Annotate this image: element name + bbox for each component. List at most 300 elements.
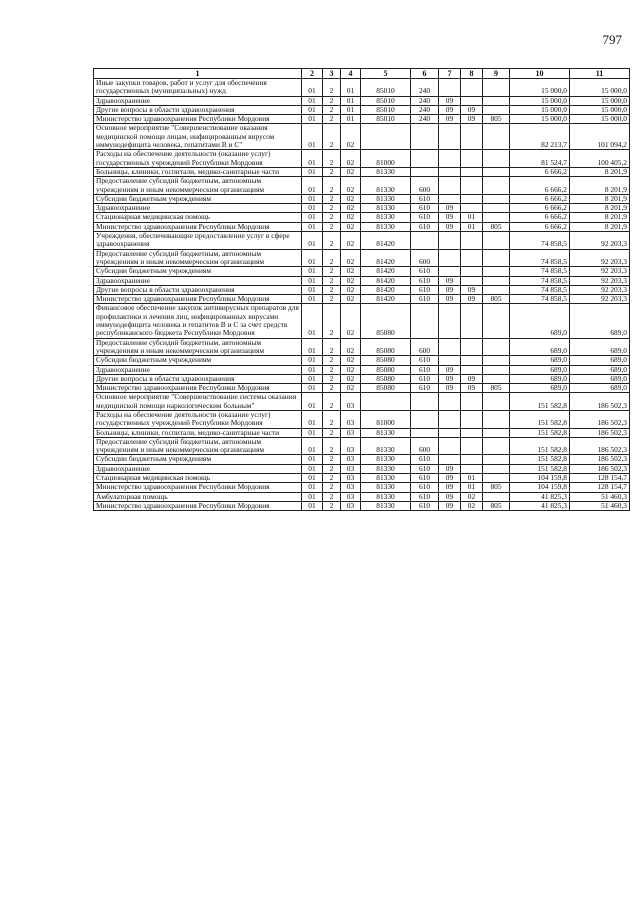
code-col-6: 610 <box>411 374 439 383</box>
code-col-9 <box>483 374 510 383</box>
amount-col-11: 101 094,2 <box>570 124 630 150</box>
amount-col-11: 689,0 <box>570 365 630 374</box>
code-col-8: 01 <box>461 474 483 483</box>
amount-col-11: 15 000,0 <box>570 96 630 105</box>
code-col-4: 03 <box>341 483 361 492</box>
code-col-5: 85080 <box>361 374 411 383</box>
code-col-5 <box>361 124 411 150</box>
code-col-9 <box>483 177 510 195</box>
code-col-6 <box>411 410 439 428</box>
code-col-9 <box>483 249 510 267</box>
code-col-6: 610 <box>411 222 439 231</box>
row-name: Министерство здравоохранения Республики Мордовия <box>94 501 302 510</box>
table-row <box>94 464 630 473</box>
row-name: Субсидии бюджетным учреждениям <box>94 455 302 464</box>
row-name: Министерство здравоохранения Республики Мордовия <box>94 295 302 304</box>
code-col-6: 610 <box>411 267 439 276</box>
row-name: Другие вопросы в области здравоохранения <box>94 285 302 294</box>
code-col-5: 81330 <box>361 177 411 195</box>
code-col-5: 85010 <box>361 79 411 97</box>
table-row <box>94 232 630 250</box>
code-col-9 <box>483 204 510 213</box>
code-col-6 <box>411 393 439 411</box>
amount-col-10: 6 666,2 <box>510 213 570 222</box>
code-col-2: 01 <box>302 285 323 294</box>
code-col-6: 610 <box>411 276 439 285</box>
code-col-2: 01 <box>302 177 323 195</box>
amount-col-10: 689,0 <box>510 365 570 374</box>
amount-col-10: 151 582,8 <box>510 393 570 411</box>
code-col-6 <box>411 124 439 150</box>
code-col-9 <box>483 428 510 437</box>
code-col-3: 2 <box>323 222 341 231</box>
code-col-9 <box>483 232 510 250</box>
code-col-8: 09 <box>461 295 483 304</box>
code-col-7: 09 <box>439 285 461 294</box>
code-col-8 <box>461 194 483 203</box>
amount-col-10: 151 582,8 <box>510 464 570 473</box>
code-col-5: 85010 <box>361 115 411 124</box>
table-row <box>94 276 630 285</box>
code-col-2: 01 <box>302 204 323 213</box>
code-col-4: 03 <box>341 492 361 501</box>
code-col-2: 01 <box>302 437 323 455</box>
amount-col-11: 92 203,3 <box>570 232 630 250</box>
code-col-9: 805 <box>483 483 510 492</box>
row-name: Основное мероприятие "Совершенствование оказания медицинской помощи лицам, инфицированным вирусом иммунодефицита человека, гепатитами В и С" <box>94 124 302 150</box>
amount-col-11: 128 154,7 <box>570 483 630 492</box>
row-name: Другие вопросы в области здравоохранения <box>94 105 302 114</box>
code-col-6: 610 <box>411 356 439 365</box>
code-col-9: 805 <box>483 115 510 124</box>
table-row <box>94 194 630 203</box>
code-col-7 <box>439 177 461 195</box>
code-col-2: 01 <box>302 483 323 492</box>
code-col-8 <box>461 124 483 150</box>
code-col-7 <box>439 124 461 150</box>
code-col-4: 02 <box>341 232 361 250</box>
code-col-6: 610 <box>411 384 439 393</box>
code-col-5: 85010 <box>361 96 411 105</box>
code-col-5: 81420 <box>361 232 411 250</box>
code-col-7 <box>439 410 461 428</box>
amount-col-10: 15 000,0 <box>510 96 570 105</box>
amount-col-10: 151 582,8 <box>510 455 570 464</box>
row-name: Предоставление субсидий бюджетным, автономным учреждениям и иным некоммерческим организациям <box>94 338 302 356</box>
row-name: Стационарная медицинская помощь <box>94 213 302 222</box>
row-name: Здравоохранение <box>94 464 302 473</box>
code-col-5: 81330 <box>361 492 411 501</box>
table-row <box>94 105 630 114</box>
code-col-4: 02 <box>341 124 361 150</box>
table-row <box>94 393 630 411</box>
column-header: 3 <box>323 69 341 79</box>
code-col-3: 2 <box>323 356 341 365</box>
code-col-3: 2 <box>323 492 341 501</box>
code-col-9 <box>483 365 510 374</box>
code-col-6: 610 <box>411 492 439 501</box>
code-col-8 <box>461 455 483 464</box>
code-col-3: 2 <box>323 428 341 437</box>
code-col-4: 02 <box>341 249 361 267</box>
amount-col-11: 186 502,3 <box>570 393 630 411</box>
code-col-6 <box>411 304 439 338</box>
code-col-8 <box>461 79 483 97</box>
code-col-5: 85080 <box>361 356 411 365</box>
code-col-4: 03 <box>341 455 361 464</box>
amount-col-10: 151 582,8 <box>510 437 570 455</box>
amount-col-10: 15 000,0 <box>510 79 570 97</box>
code-col-2: 01 <box>302 150 323 168</box>
amount-col-10: 6 666,2 <box>510 194 570 203</box>
amount-col-11: 92 203,3 <box>570 276 630 285</box>
code-col-6: 610 <box>411 365 439 374</box>
code-col-5: 81330 <box>361 437 411 455</box>
table-row <box>94 204 630 213</box>
code-col-7 <box>439 437 461 455</box>
code-col-5: 85080 <box>361 338 411 356</box>
code-col-4: 01 <box>341 96 361 105</box>
code-col-4: 01 <box>341 79 361 97</box>
row-name: Учреждения, обеспечивающие предоставление услуг в сфере здравоохранения <box>94 232 302 250</box>
amount-col-10: 41 825,3 <box>510 501 570 510</box>
row-name: Субсидии бюджетным учреждениям <box>94 194 302 203</box>
code-col-3: 2 <box>323 483 341 492</box>
code-col-2: 01 <box>302 492 323 501</box>
column-header: 9 <box>483 69 510 79</box>
code-col-5: 81420 <box>361 249 411 267</box>
code-col-4: 02 <box>341 365 361 374</box>
code-col-5: 81330 <box>361 222 411 231</box>
code-col-6: 610 <box>411 194 439 203</box>
code-col-8 <box>461 150 483 168</box>
code-col-2: 01 <box>302 356 323 365</box>
code-col-2: 01 <box>302 410 323 428</box>
code-col-7: 09 <box>439 501 461 510</box>
code-col-4: 02 <box>341 384 361 393</box>
table-row <box>94 177 630 195</box>
code-col-4: 03 <box>341 464 361 473</box>
code-col-3: 2 <box>323 410 341 428</box>
table-row <box>94 222 630 231</box>
code-col-4: 02 <box>341 267 361 276</box>
code-col-3: 2 <box>323 304 341 338</box>
code-col-3: 2 <box>323 455 341 464</box>
code-col-6: 610 <box>411 295 439 304</box>
code-col-9 <box>483 276 510 285</box>
code-col-8 <box>461 304 483 338</box>
row-name: Министерство здравоохранения Республики Мордовия <box>94 222 302 231</box>
code-col-9 <box>483 167 510 176</box>
code-col-7 <box>439 194 461 203</box>
row-name: Финансовое обеспечение закупок антивирусных препаратов для профилактики и лечения лиц, инфицированных вирусами иммунодефицита человека и гепатитов В и С за счет средств республиканского бюджета Республики Мордовия <box>94 304 302 338</box>
code-col-2: 01 <box>302 249 323 267</box>
amount-col-10: 689,0 <box>510 374 570 383</box>
amount-col-11: 689,0 <box>570 304 630 338</box>
code-col-2: 01 <box>302 338 323 356</box>
amount-col-11: 8 201,9 <box>570 194 630 203</box>
code-col-4: 02 <box>341 150 361 168</box>
code-col-3: 2 <box>323 124 341 150</box>
column-header: 10 <box>510 69 570 79</box>
amount-col-11: 689,0 <box>570 338 630 356</box>
code-col-7 <box>439 338 461 356</box>
amount-col-10: 74 858,5 <box>510 267 570 276</box>
code-col-3: 2 <box>323 365 341 374</box>
table-row <box>94 356 630 365</box>
table-row <box>94 492 630 501</box>
table-row <box>94 79 630 97</box>
amount-col-10: 74 858,5 <box>510 232 570 250</box>
code-col-5: 81330 <box>361 428 411 437</box>
code-col-4: 02 <box>341 276 361 285</box>
code-col-6: 240 <box>411 105 439 114</box>
column-header: 8 <box>461 69 483 79</box>
row-name: Больницы, клиники, госпитали, медико-санитарные части <box>94 428 302 437</box>
code-col-8 <box>461 428 483 437</box>
code-col-8: 02 <box>461 501 483 510</box>
amount-col-10: 81 524,7 <box>510 150 570 168</box>
row-name: Иные закупки товаров, работ и услуг для обеспечения государственных (муниципальных) нужд <box>94 79 302 97</box>
table-row <box>94 483 630 492</box>
code-col-2: 01 <box>302 455 323 464</box>
code-col-5 <box>361 393 411 411</box>
code-col-2: 01 <box>302 374 323 383</box>
table-row <box>94 285 630 294</box>
code-col-7: 09 <box>439 204 461 213</box>
code-col-8: 09 <box>461 384 483 393</box>
code-col-9: 805 <box>483 222 510 231</box>
code-col-8: 09 <box>461 105 483 114</box>
column-header: 4 <box>341 69 361 79</box>
code-col-8 <box>461 356 483 365</box>
code-col-8: 01 <box>461 213 483 222</box>
code-col-7 <box>439 150 461 168</box>
column-header: 7 <box>439 69 461 79</box>
row-name: Министерство здравоохранения Республики Мордовия <box>94 115 302 124</box>
table-row <box>94 167 630 176</box>
row-name: Здравоохранение <box>94 96 302 105</box>
code-col-8 <box>461 204 483 213</box>
code-col-7 <box>439 249 461 267</box>
code-col-5: 81330 <box>361 194 411 203</box>
code-col-8 <box>461 393 483 411</box>
code-col-6: 610 <box>411 464 439 473</box>
code-col-6: 610 <box>411 213 439 222</box>
amount-col-10: 6 666,2 <box>510 222 570 231</box>
amount-col-10: 689,0 <box>510 338 570 356</box>
code-col-7 <box>439 428 461 437</box>
code-col-5: 81000 <box>361 150 411 168</box>
code-col-9 <box>483 474 510 483</box>
row-name: Субсидии бюджетным учреждениям <box>94 356 302 365</box>
code-col-8 <box>461 267 483 276</box>
row-name: Здравоохранение <box>94 365 302 374</box>
code-col-5: 81330 <box>361 474 411 483</box>
row-name: Расходы на обеспечение деятельности (оказание услуг) государственных учреждений Республики Мордовия <box>94 150 302 168</box>
amount-col-10: 74 858,5 <box>510 276 570 285</box>
code-col-9 <box>483 213 510 222</box>
code-col-7 <box>439 356 461 365</box>
header-row <box>94 69 630 79</box>
amount-col-11: 15 000,0 <box>570 79 630 97</box>
code-col-8 <box>461 437 483 455</box>
code-col-7 <box>439 455 461 464</box>
code-col-8: 09 <box>461 374 483 383</box>
table-row <box>94 410 630 428</box>
table-row <box>94 124 630 150</box>
code-col-5: 81420 <box>361 276 411 285</box>
code-col-9 <box>483 194 510 203</box>
code-col-4: 03 <box>341 501 361 510</box>
code-col-5: 85080 <box>361 304 411 338</box>
amount-col-11: 186 502,3 <box>570 410 630 428</box>
code-col-3: 2 <box>323 384 341 393</box>
table-row <box>94 428 630 437</box>
table-row <box>94 365 630 374</box>
code-col-8: 02 <box>461 492 483 501</box>
code-col-9 <box>483 267 510 276</box>
amount-col-11: 92 203,3 <box>570 249 630 267</box>
code-col-9 <box>483 356 510 365</box>
code-col-6 <box>411 232 439 250</box>
code-col-2: 01 <box>302 501 323 510</box>
code-col-6: 610 <box>411 483 439 492</box>
code-col-4: 02 <box>341 374 361 383</box>
code-col-5: 81420 <box>361 295 411 304</box>
code-col-4: 01 <box>341 115 361 124</box>
code-col-4: 02 <box>341 177 361 195</box>
code-col-6 <box>411 150 439 168</box>
table-row <box>94 338 630 356</box>
column-header: 2 <box>302 69 323 79</box>
code-col-8 <box>461 464 483 473</box>
amount-col-11: 8 201,9 <box>570 222 630 231</box>
table-row <box>94 304 630 338</box>
table-body <box>94 79 630 511</box>
code-col-4: 02 <box>341 222 361 231</box>
code-col-6: 610 <box>411 285 439 294</box>
code-col-2: 01 <box>302 167 323 176</box>
code-col-8 <box>461 276 483 285</box>
code-col-6: 240 <box>411 96 439 105</box>
code-col-4: 02 <box>341 167 361 176</box>
code-col-6: 600 <box>411 177 439 195</box>
code-col-4: 03 <box>341 437 361 455</box>
code-col-7: 09 <box>439 374 461 383</box>
amount-col-10: 151 582,8 <box>510 428 570 437</box>
code-col-9 <box>483 285 510 294</box>
budget-table <box>93 68 630 511</box>
code-col-6: 610 <box>411 455 439 464</box>
table-row <box>94 501 630 510</box>
amount-col-11: 689,0 <box>570 374 630 383</box>
code-col-2: 01 <box>302 213 323 222</box>
code-col-4: 02 <box>341 304 361 338</box>
amount-col-10: 15 000,0 <box>510 105 570 114</box>
code-col-9 <box>483 150 510 168</box>
code-col-2: 01 <box>302 276 323 285</box>
amount-col-10: 689,0 <box>510 304 570 338</box>
amount-col-11: 8 201,9 <box>570 204 630 213</box>
code-col-8: 09 <box>461 285 483 294</box>
row-name: Субсидии бюджетным учреждениям <box>94 267 302 276</box>
code-col-3: 2 <box>323 115 341 124</box>
code-col-9 <box>483 96 510 105</box>
amount-col-11: 186 502,3 <box>570 428 630 437</box>
code-col-3: 2 <box>323 285 341 294</box>
page-number: 797 <box>602 32 622 47</box>
code-col-5: 85010 <box>361 105 411 114</box>
amount-col-11: 689,0 <box>570 356 630 365</box>
code-col-3: 2 <box>323 177 341 195</box>
code-col-4: 03 <box>341 474 361 483</box>
table-row <box>94 96 630 105</box>
code-col-6: 240 <box>411 79 439 97</box>
code-col-7: 09 <box>439 474 461 483</box>
amount-col-10: 6 666,2 <box>510 177 570 195</box>
row-name: Предоставление субсидий бюджетным, автономным учреждениям и иным некоммерческим организациям <box>94 437 302 455</box>
amount-col-10: 74 858,5 <box>510 285 570 294</box>
code-col-4: 02 <box>341 213 361 222</box>
code-col-3: 2 <box>323 437 341 455</box>
amount-col-10: 15 000,0 <box>510 115 570 124</box>
code-col-7 <box>439 79 461 97</box>
amount-col-11: 8 201,9 <box>570 213 630 222</box>
code-col-3: 2 <box>323 267 341 276</box>
amount-col-11: 186 502,3 <box>570 437 630 455</box>
code-col-3: 2 <box>323 474 341 483</box>
amount-col-10: 104 159,8 <box>510 474 570 483</box>
code-col-6: 600 <box>411 437 439 455</box>
table-row <box>94 295 630 304</box>
code-col-3: 2 <box>323 150 341 168</box>
table-row <box>94 384 630 393</box>
code-col-2: 01 <box>302 222 323 231</box>
code-col-2: 01 <box>302 365 323 374</box>
code-col-8: 01 <box>461 483 483 492</box>
code-col-9 <box>483 304 510 338</box>
code-col-8: 01 <box>461 222 483 231</box>
code-col-2: 01 <box>302 115 323 124</box>
code-col-5: 81330 <box>361 455 411 464</box>
code-col-8 <box>461 249 483 267</box>
code-col-6: 610 <box>411 474 439 483</box>
code-col-4: 02 <box>341 194 361 203</box>
code-col-9 <box>483 455 510 464</box>
code-col-6 <box>411 428 439 437</box>
amount-col-10: 151 582,8 <box>510 410 570 428</box>
code-col-4: 03 <box>341 393 361 411</box>
table-row <box>94 437 630 455</box>
code-col-7: 09 <box>439 222 461 231</box>
row-name: Предоставление субсидий бюджетным, автономным учреждениям и иным некоммерческим организациям <box>94 177 302 195</box>
code-col-8 <box>461 410 483 428</box>
row-name: Амбулаторная помощь <box>94 492 302 501</box>
code-col-9: 805 <box>483 501 510 510</box>
row-name: Другие вопросы в области здравоохранения <box>94 374 302 383</box>
amount-col-11: 186 502,3 <box>570 455 630 464</box>
code-col-4: 03 <box>341 428 361 437</box>
amount-col-11: 8 201,9 <box>570 167 630 176</box>
code-col-3: 2 <box>323 232 341 250</box>
code-col-4: 02 <box>341 295 361 304</box>
code-col-9 <box>483 338 510 356</box>
amount-col-11: 92 203,3 <box>570 285 630 294</box>
code-col-4: 02 <box>341 285 361 294</box>
amount-col-11: 8 201,9 <box>570 177 630 195</box>
code-col-5: 85080 <box>361 384 411 393</box>
